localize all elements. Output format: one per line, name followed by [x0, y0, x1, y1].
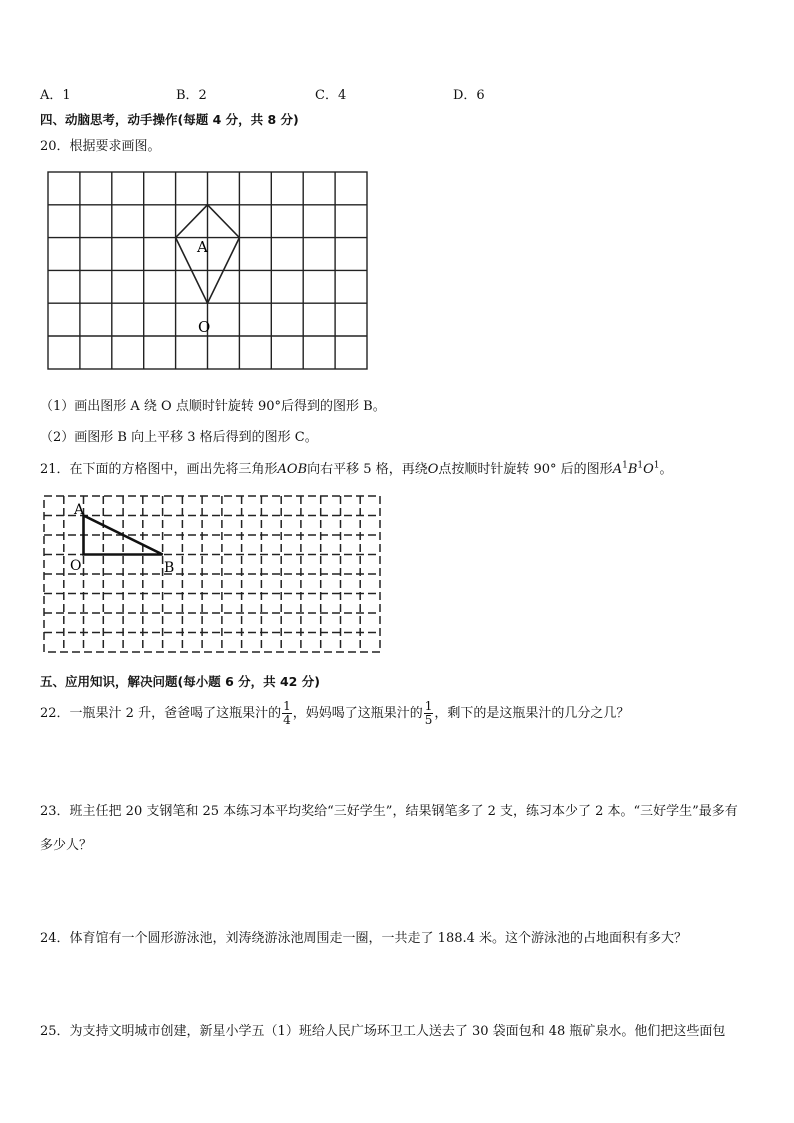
- q24-text: 24．体育馆有一个圆形游泳池，刘涛绕游泳池周围走一圈，一共走了 188.4 米。这个游泳池的占地面积有多大？: [40, 931, 688, 946]
- q22-f2-num: 1: [424, 699, 433, 713]
- q21-o1-sup: 1: [653, 460, 660, 471]
- q21-grid-figure: [40, 490, 386, 658]
- q21-b1: B: [627, 462, 638, 477]
- q22-part2: ，妈妈喝了这瓶果汁的: [292, 706, 423, 721]
- q21-label-a: A: [74, 502, 85, 518]
- q21-label-b: B: [164, 560, 175, 576]
- q21-stem-mid: 向右平移 5 格，再绕: [307, 462, 428, 477]
- q23-line2: 多少人？: [40, 838, 93, 853]
- q22-f2-den: 5: [424, 713, 433, 727]
- q22-fraction-1: [282, 700, 292, 727]
- q21-b1-sup: 1: [637, 460, 644, 471]
- q20-stem: 20．根据要求画图。: [40, 139, 161, 154]
- q21-a1-sup: 1: [622, 460, 628, 471]
- q21-o1: O: [643, 462, 654, 477]
- option-d: D．6: [453, 88, 485, 103]
- q22-f1-num: 1: [283, 699, 291, 713]
- q21-label-o: O: [70, 558, 82, 574]
- q20-label-a: A: [197, 238, 208, 256]
- q21-stem-mid2: 点按顺时针旋转 90° 后的图形: [438, 462, 613, 477]
- q25-text: 25．为支持文明城市创建，新星小学五（1）班给人民广场环卫工人送去了 30 袋面包和 48 瓶矿泉水。他们把这些面包: [40, 1024, 726, 1039]
- q23-line1: 23．班主任把 20 支钢笔和 25 本练习本平均奖给“三好学生”，结果钢笔多了 2 支，练习本少了 2 本。“三好学生”最多有: [40, 804, 738, 819]
- section4-heading: 四、动脑思考，动手操作(每题 4 分，共 8 分): [40, 112, 299, 127]
- q21-a1: A: [612, 462, 623, 477]
- q22-fraction-2: [424, 700, 434, 727]
- q20-label-o: O: [198, 318, 211, 336]
- q20-sub2: （2）画图形 B 向上平移 3 格后得到的图形 C。: [40, 430, 318, 445]
- q22-part3: ，剩下的是这瓶果汁的几分之几？: [434, 706, 630, 721]
- q20-sub1: （1）画出图形 A 绕 O 点顺时针旋转 90°后得到的图形 B。: [40, 399, 386, 414]
- q21-stem: [40, 458, 673, 477]
- q22-f1-den: 4: [283, 713, 291, 727]
- q22-text: [40, 700, 629, 727]
- q21-stem-end: 。: [659, 462, 673, 477]
- option-b: B．2: [176, 88, 207, 103]
- q21-aob: AOB: [277, 462, 308, 477]
- q21-stem-prefix: 21．在下面的方格图中，画出先将三角形: [40, 462, 278, 477]
- q20-grid-figure: [44, 166, 372, 374]
- q22-part1: 22．一瓶果汁 2 升，爸爸喝了这瓶果汁的: [40, 706, 282, 721]
- q21-o: O: [427, 462, 439, 477]
- section5-heading: 五、应用知识，解决问题(每小题 6 分，共 42 分): [40, 674, 320, 689]
- option-c: C．4: [315, 88, 347, 103]
- option-a: A．1: [40, 88, 71, 103]
